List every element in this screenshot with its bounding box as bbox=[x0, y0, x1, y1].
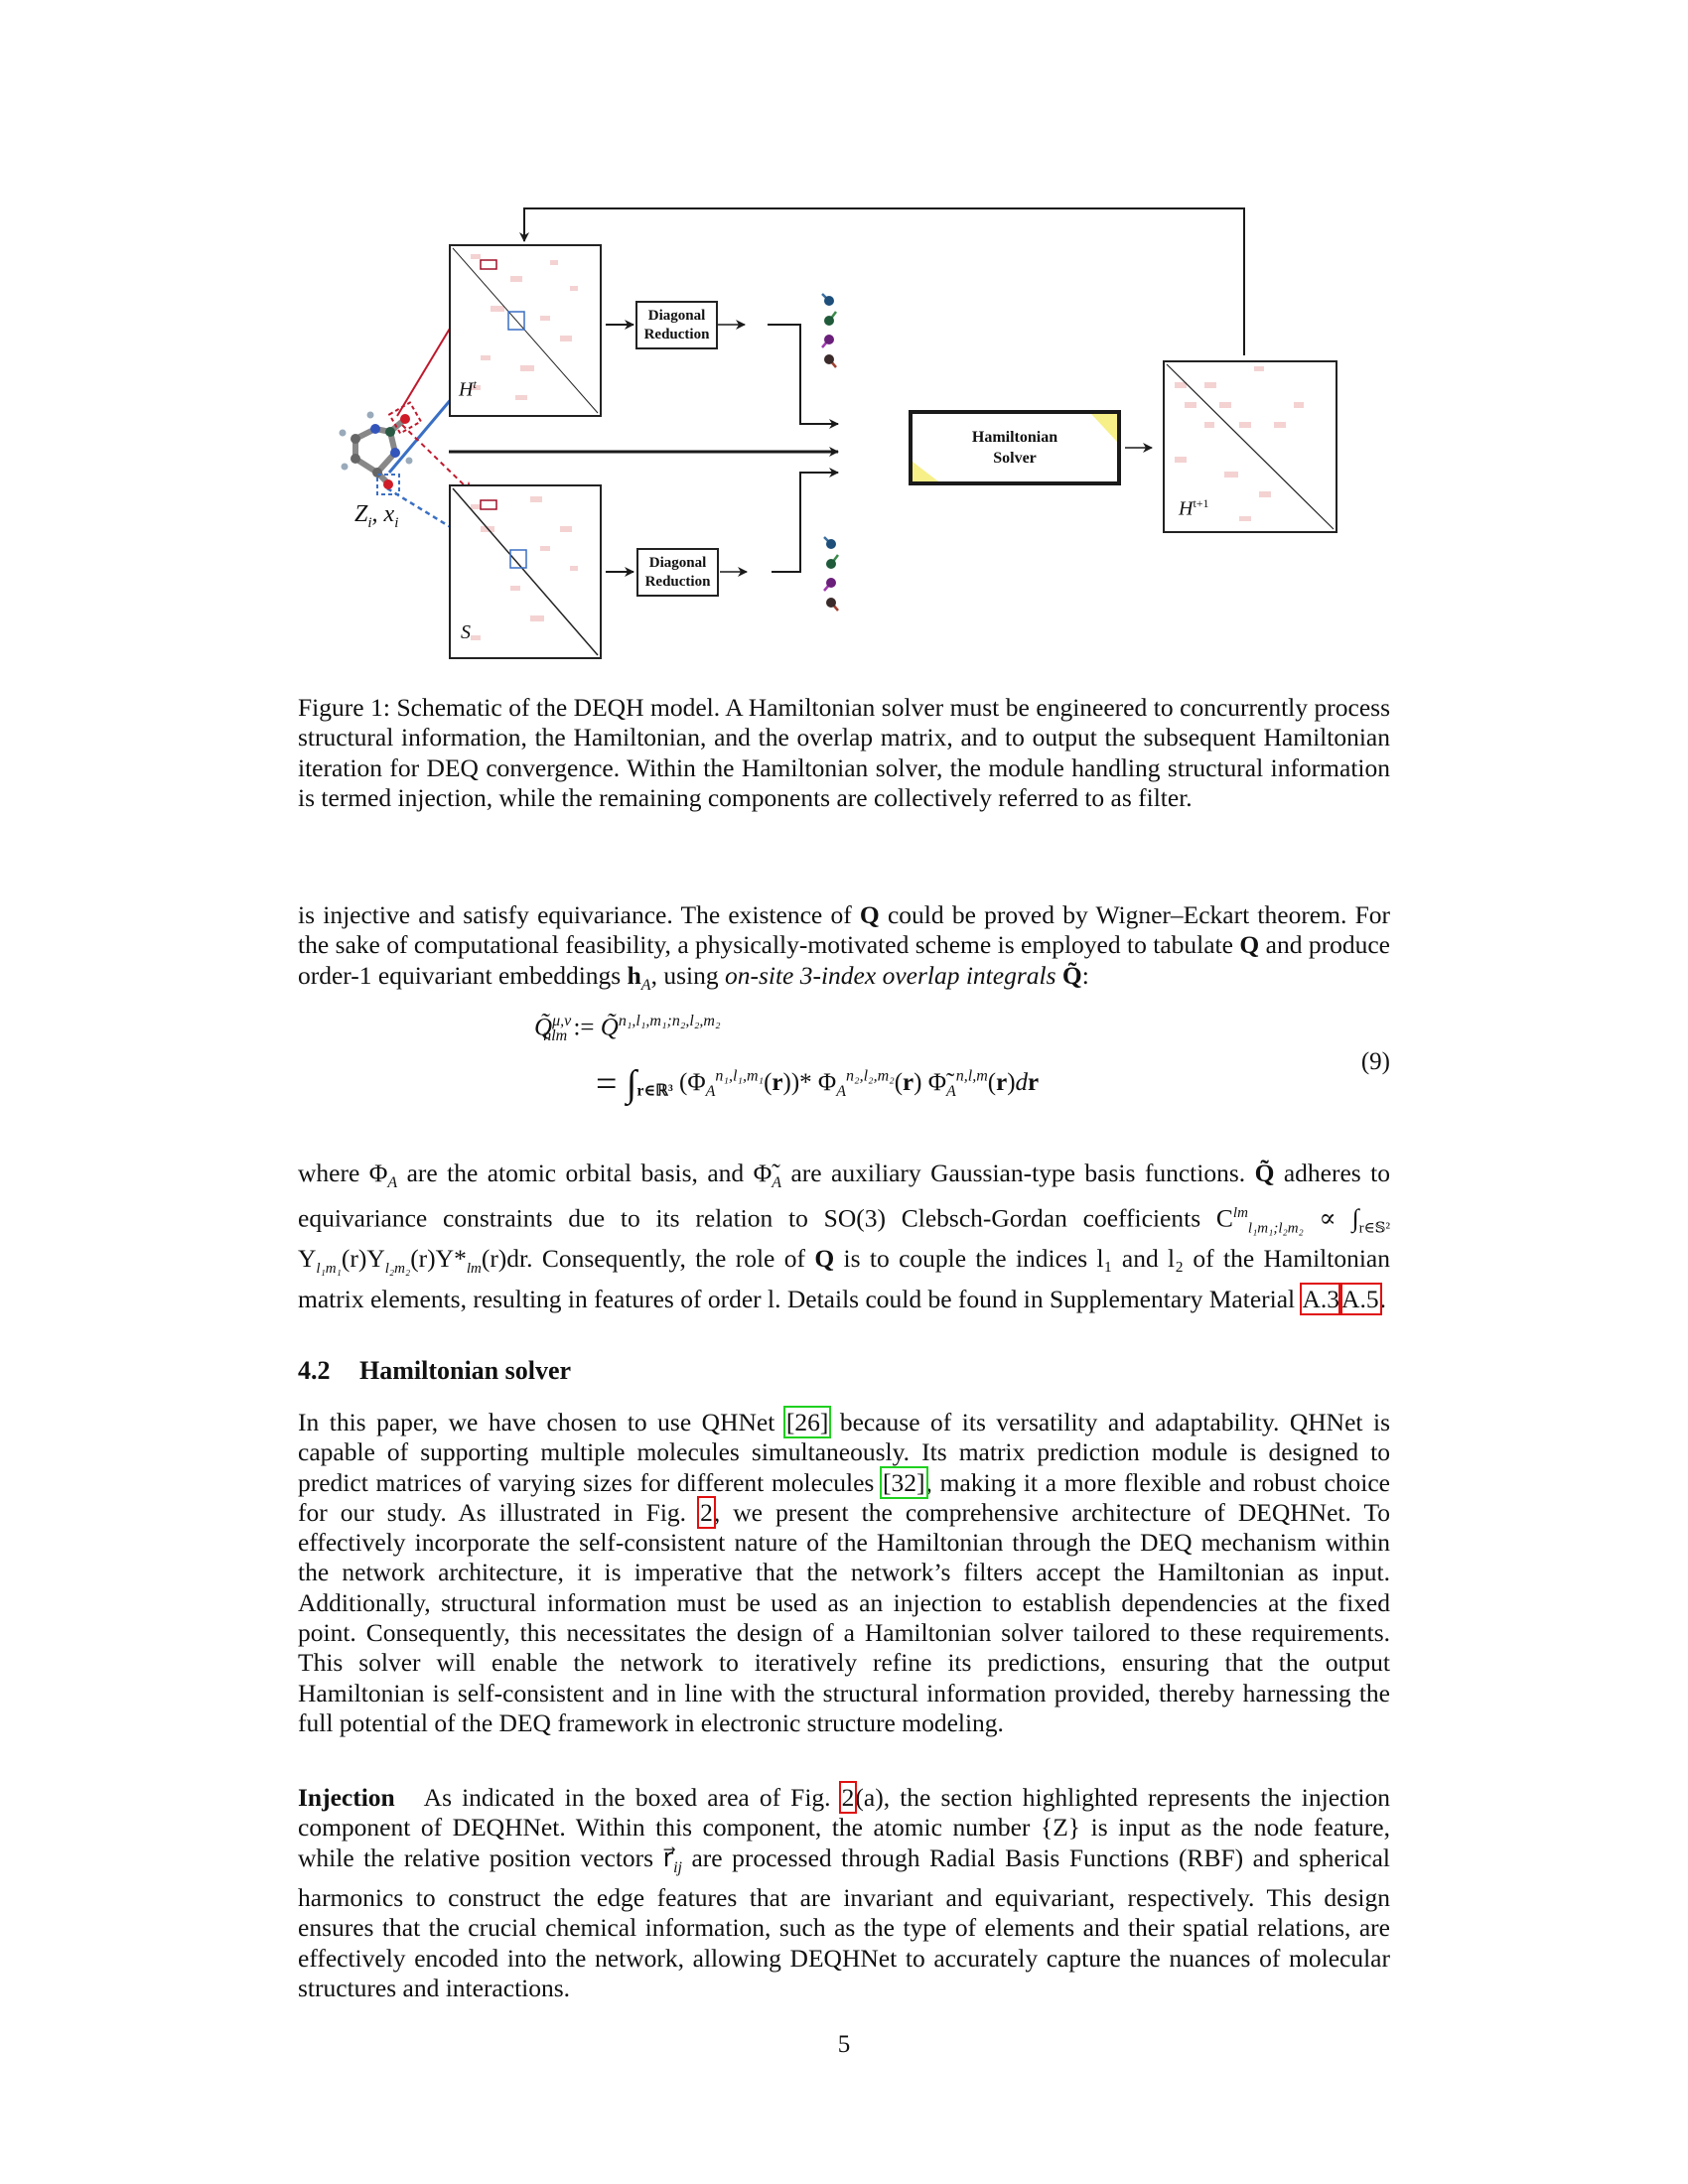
matrix-label-h-t-plus-1: $H^{t+1}$ bbox=[1179, 496, 1209, 520]
figure-link-2a[interactable]: 2 bbox=[841, 1783, 855, 1812]
paragraph-heading-injection: Injection bbox=[298, 1783, 395, 1812]
ref-link-a5[interactable]: A.5 bbox=[1341, 1284, 1379, 1313]
section-heading bbox=[298, 1356, 1390, 1386]
figure-link-2[interactable]: 2 bbox=[700, 1497, 713, 1527]
diagonal-reduction-top: Diagonal Reduction bbox=[635, 301, 718, 349]
ref-link-a3[interactable]: A.3 bbox=[1302, 1284, 1340, 1313]
equation-line-1: Q̃$^{\mu,\nu}_{nlm}$ := Q̃$^{n_1,l_1,m_1;n_2,l_2,m_2}$ bbox=[534, 1013, 721, 1045]
paragraph-q-equivariance: where $\Phi_A$ are the atomic orbital basis, and $\Phĩ_A$ are auxiliary Gaussian-type basis functions. Q̃ adheres to equivariance constraints due to its relation to SO(3) Clebsch-Gordan coefficients $C^{lm}_{l_1m_1;l_2m_2} \propto \int_{r\in 𝕊^2}$ $Y_{l_1m_1}(r)Y_{l_2m_2}(r)Y*_{lm}(r)dr$. Consequently, the role of Q is to couple the indices l₁ and l₂ of the Hamiltonian matrix elements, resulting in features of order l. Details could be found in Supplementary Material A.3A.5. bbox=[298, 1159, 1391, 1313]
input-label: $Z_i$, $x_i$ bbox=[354, 501, 399, 531]
overlap-matrix-s bbox=[449, 484, 602, 659]
hamiltonian-solver-box: Hamiltonian Solver bbox=[909, 410, 1121, 485]
matrix-pattern bbox=[451, 486, 600, 657]
citation-link-26[interactable]: [26] bbox=[785, 1408, 829, 1436]
citation-link-32[interactable]: [32] bbox=[883, 1467, 925, 1497]
equation-number: (9) bbox=[1360, 1048, 1390, 1075]
hamiltonian-matrix-t bbox=[449, 244, 602, 417]
hamiltonian-matrix-t-plus-1 bbox=[1163, 360, 1337, 533]
paragraph-injection: Injection As indicated in the boxed area of Fig. 2(a), the section highlighted represents the injection component of DEQHNet. Within this component, the atomic number {Z} is input as the node feature, while the relative position vectors $r⃗_{ij}$ are processed through Radial Basis Functions (RBF) and spherical harmonics to construct the edge features that are invariant and equivariant, respectively. This design ensures that the crucial chemical information, such as the type of elements and their spatial relations, are effectively encoded into the network, allowing DEQHNet to accurately capture the nuances of molecular structures and interactions. bbox=[298, 1783, 1391, 2002]
figure-1 bbox=[0, 0, 1688, 675]
equivariant-embeddings-top-icon bbox=[814, 288, 844, 377]
diagonal-reduction-bottom: Diagonal Reduction bbox=[636, 548, 719, 597]
matrix-label-h-t: $H^t$ bbox=[459, 377, 477, 401]
molecule-image bbox=[336, 397, 455, 506]
paragraph-q-tabulation: is injective and satisfy equivariance. The existence of Q could be proved by Wigner–Eckart theorem. For the sake of computational feasibility, a physically-motivated scheme is employed to tabulate Q and produce order-1 equivariant embeddings $h_A$, using on-site 3-index overlap integrals Q̃: bbox=[298, 900, 1390, 994]
figure-caption: Figure 1: Schematic of the DEQH model. A Hamiltonian solver must be engineered to concurrently process structural information, the Hamiltonian, and the overlap matrix, and to output the subsequent Hamiltonian iteration for DEQ convergence. Within the Hamiltonian solver, the module handling structural information is termed injection, while the remaining components are collectively referred to as filter. bbox=[298, 693, 1390, 812]
section-title: Hamiltonian solver bbox=[359, 1356, 572, 1385]
equation-line-2: = $\int_{r\in ℝ^3}$ $(\Phi_A^{n_1,l_1,m_1}(r))*$ $\Phi_A^{n_2,l_2,m_2}(r)$ $\Phĩ_A^{n,l,m}(r)dr$ bbox=[596, 1063, 1040, 1105]
matrix-label-s: S bbox=[461, 621, 471, 643]
equivariant-embeddings-bottom-icon bbox=[816, 531, 846, 620]
section-number: 4.2 bbox=[298, 1356, 331, 1385]
paragraph-qhnet: In this paper, we have chosen to use QHNet [26] because of its versatility and adaptability. QHNet is capable of supporting multiple molecules simultaneously. Its matrix prediction module is designed to predict matrices of varying sizes for different molecules [32], making it a more flexible and robust choice for our study. As illustrated in Fig. 2, we present the comprehensive architecture of DEQHNet. To effectively incorporate the self-consistent nature of the Hamiltonian through the DEQ mechanism within the network architecture, it is imperative that the network’s filters accept the Hamiltonian as input. Additionally, structural information must be used as an injection to establish dependencies at the fixed point. Consequently, this necessitates the design of a Hamiltonian solver tailored to these requirements. This solver will enable the network to iteratively refine its predictions, ensuring that the output Hamiltonian is self-consistent and in line with the structural information provided, thereby harnessing the full potential of the DEQ framework in electronic structure modeling. bbox=[298, 1408, 1391, 1737]
equation-9 bbox=[298, 1013, 1390, 1122]
page-number: 5 bbox=[837, 2031, 851, 2058]
